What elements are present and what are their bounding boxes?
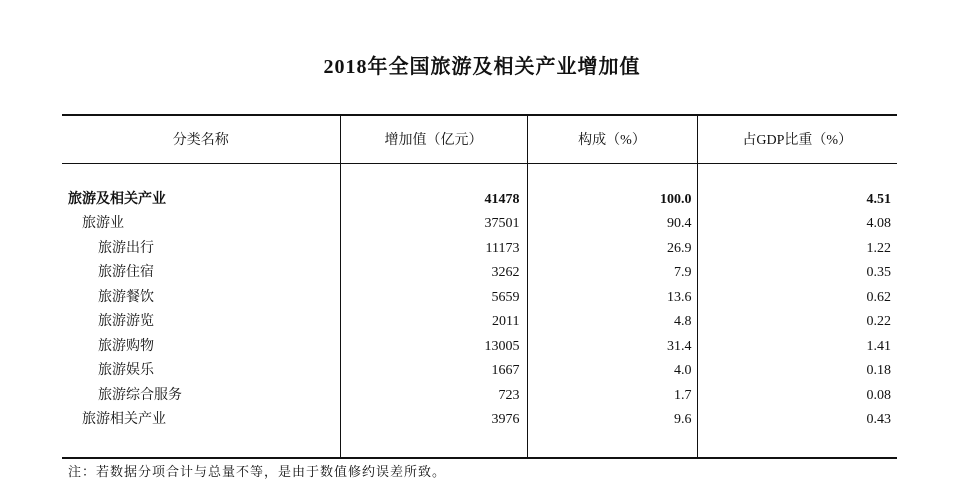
- table-row: [62, 335, 897, 360]
- row-share: 1.7: [527, 384, 697, 409]
- row-name: 旅游购物: [98, 338, 154, 354]
- row-share: 13.6: [527, 286, 697, 311]
- table-row: [62, 261, 897, 286]
- spacer-cell: [62, 433, 340, 458]
- row-share: 7.9: [527, 261, 697, 286]
- spacer-row: [62, 433, 897, 458]
- row-value: 3976: [340, 408, 527, 433]
- header-composition: 构成（%）: [527, 115, 697, 163]
- table-row: [62, 384, 897, 409]
- spacer-cell: [527, 433, 697, 458]
- table-row: [62, 310, 897, 335]
- row-share: 9.6: [527, 408, 697, 433]
- table-row: [62, 286, 897, 311]
- row-value: 11173: [340, 237, 527, 262]
- row-name: 旅游及相关产业: [68, 191, 166, 207]
- table-row: [62, 212, 897, 237]
- row-name: 旅游相关产业: [82, 412, 166, 427]
- spacer-cell: [340, 163, 527, 188]
- row-name: 旅游综合服务: [98, 387, 182, 403]
- table-row: [62, 359, 897, 384]
- row-share: 31.4: [527, 335, 697, 360]
- row-share: 100.0: [527, 188, 697, 213]
- spacer-cell: [527, 163, 697, 188]
- row-value: 3262: [340, 261, 527, 286]
- header-gdp-share: 占GDP比重（%）: [697, 115, 897, 163]
- row-value: 5659: [340, 286, 527, 311]
- table-footnote: 注：若数据分项合计与总量不等，是由于数值修约误差所致。: [68, 464, 447, 479]
- spacer-row: [62, 163, 897, 188]
- row-name: 旅游出行: [98, 240, 154, 256]
- row-value: 13005: [340, 335, 527, 360]
- table-body: [62, 163, 897, 458]
- row-gdp: 0.62: [697, 286, 897, 311]
- table-row: [62, 408, 897, 433]
- row-gdp: 0.08: [697, 384, 897, 409]
- spacer-cell: [340, 433, 527, 458]
- row-value: 1667: [340, 359, 527, 384]
- row-gdp: 0.22: [697, 310, 897, 335]
- header-row: [62, 115, 897, 163]
- row-name: 旅游游览: [98, 314, 154, 329]
- data-table: [62, 114, 897, 459]
- row-name: 旅游业: [82, 216, 124, 231]
- row-gdp: 1.22: [697, 237, 897, 262]
- header-value-added: 增加值（亿元）: [340, 115, 527, 163]
- table-header: [62, 115, 897, 163]
- row-gdp: 1.41: [697, 335, 897, 360]
- spacer-cell: [697, 433, 897, 458]
- table-row: [62, 188, 897, 213]
- row-share: 90.4: [527, 212, 697, 237]
- row-name: 旅游娱乐: [98, 363, 154, 378]
- row-gdp: 4.08: [697, 212, 897, 237]
- row-name: 旅游餐饮: [98, 289, 154, 305]
- header-category-name: 分类名称: [62, 115, 340, 163]
- table-title: 2018年全国旅游及相关产业增加值: [323, 56, 641, 78]
- row-gdp: 0.18: [697, 359, 897, 384]
- row-gdp: 0.35: [697, 261, 897, 286]
- row-gdp: 0.43: [697, 408, 897, 433]
- row-value: 723: [340, 384, 527, 409]
- row-value: 37501: [340, 212, 527, 237]
- row-share: 26.9: [527, 237, 697, 262]
- row-share: 4.0: [527, 359, 697, 384]
- row-name: 旅游住宿: [98, 265, 154, 280]
- spacer-cell: [697, 163, 897, 188]
- row-gdp: 4.51: [697, 188, 897, 213]
- spacer-cell: [62, 163, 340, 188]
- table-row: [62, 237, 897, 262]
- row-value: 41478: [340, 188, 527, 213]
- row-value: 2011: [340, 310, 527, 335]
- row-share: 4.8: [527, 310, 697, 335]
